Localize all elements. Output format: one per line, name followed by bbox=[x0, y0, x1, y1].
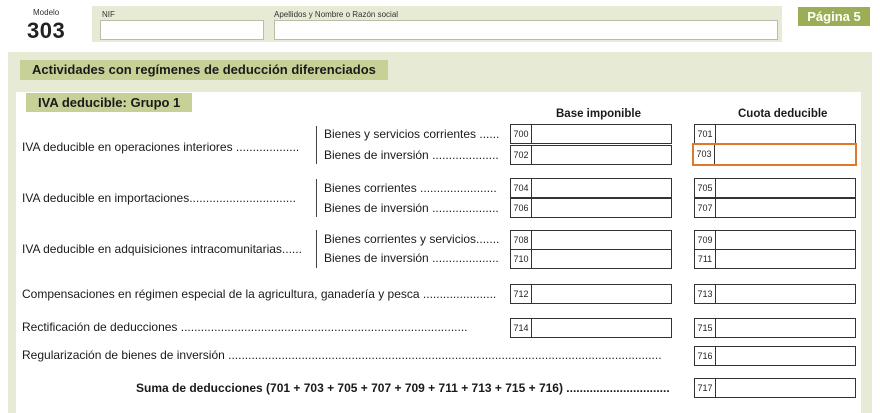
code-700: 700 bbox=[511, 125, 532, 143]
field-703[interactable] bbox=[692, 143, 857, 166]
sublabel-bienes-inversion: Bienes de inversión .................... bbox=[324, 251, 499, 265]
form-header bbox=[0, 0, 880, 50]
field-715[interactable] bbox=[694, 318, 856, 338]
code-713: 713 bbox=[695, 285, 716, 303]
nombre-label: Apellidos y Nombre o Razón social bbox=[274, 10, 399, 19]
code-704: 704 bbox=[511, 179, 532, 197]
code-706: 706 bbox=[511, 199, 532, 217]
label-compensaciones: Compensaciones en régimen especial de la agricultura, ganadería y pesca ...................... bbox=[22, 287, 497, 301]
sublabel-bienes-servicios-corrientes: Bienes y servicios corrientes ...... bbox=[324, 127, 500, 141]
brace bbox=[316, 179, 317, 217]
code-716: 716 bbox=[695, 347, 716, 365]
page-number-badge: Página 5 bbox=[798, 7, 870, 26]
brace bbox=[316, 230, 317, 268]
code-708: 708 bbox=[511, 231, 532, 249]
field-702[interactable] bbox=[510, 145, 672, 165]
code-701: 701 bbox=[695, 125, 716, 143]
nif-field[interactable] bbox=[100, 20, 264, 40]
brace bbox=[316, 126, 317, 164]
column-header-base: Base imponible bbox=[556, 108, 641, 120]
label-regularizacion: Regularización de bienes de inversión .................................................................................................................................. bbox=[22, 348, 662, 362]
sublabel-bienes-corrientes-servicios: Bienes corrientes y servicios....... bbox=[324, 232, 500, 246]
field-714[interactable] bbox=[510, 318, 672, 338]
label-rectificacion: Rectificación de deducciones ...................................................................................... bbox=[22, 320, 468, 334]
group-title: IVA deducible: Grupo 1 bbox=[26, 93, 192, 112]
label-importaciones: IVA deducible en importaciones................................ bbox=[22, 191, 296, 205]
nombre-field[interactable] bbox=[274, 20, 778, 40]
label-operaciones-interiores: IVA deducible en operaciones interiores ................... bbox=[22, 140, 300, 154]
field-700[interactable] bbox=[510, 124, 672, 144]
code-710: 710 bbox=[511, 250, 532, 268]
taxpayer-id-box bbox=[92, 6, 782, 42]
field-705[interactable] bbox=[694, 178, 856, 198]
field-707[interactable] bbox=[694, 198, 856, 218]
modelo-label: Modelo bbox=[33, 8, 60, 17]
code-715: 715 bbox=[695, 319, 716, 337]
column-header-cuota: Cuota deducible bbox=[738, 108, 828, 120]
code-703: 703 bbox=[694, 145, 715, 164]
field-716[interactable] bbox=[694, 346, 856, 366]
label-suma-deducciones: Suma de deducciones (701 + 703 + 705 + 707 + 709 + 711 + 713 + 715 + 716) ............................... bbox=[136, 381, 670, 395]
nif-label: NIF bbox=[102, 10, 115, 19]
sublabel-bienes-inversion: Bienes de inversión .................... bbox=[324, 201, 499, 215]
label-adquisiciones-intracomunitarias: IVA deducible en adquisiciones intracomunitarias...... bbox=[22, 242, 302, 256]
code-712: 712 bbox=[511, 285, 532, 303]
sublabel-bienes-corrientes: Bienes corrientes ....................... bbox=[324, 181, 497, 195]
code-709: 709 bbox=[695, 231, 716, 249]
field-717[interactable] bbox=[694, 378, 856, 398]
sublabel-bienes-inversion: Bienes de inversión .................... bbox=[324, 148, 499, 162]
code-714: 714 bbox=[511, 319, 532, 337]
field-712[interactable] bbox=[510, 284, 672, 304]
section-title: Actividades con regímenes de deducción diferenciados bbox=[20, 60, 388, 80]
code-707: 707 bbox=[695, 199, 716, 217]
field-711[interactable] bbox=[694, 249, 856, 269]
code-711: 711 bbox=[695, 250, 716, 268]
field-708[interactable] bbox=[510, 230, 672, 250]
field-706[interactable] bbox=[510, 198, 672, 218]
code-717: 717 bbox=[695, 379, 716, 397]
field-704[interactable] bbox=[510, 178, 672, 198]
code-705: 705 bbox=[695, 179, 716, 197]
modelo-number: 303 bbox=[27, 18, 66, 43]
code-702: 702 bbox=[511, 146, 532, 164]
field-710[interactable] bbox=[510, 249, 672, 269]
field-701[interactable] bbox=[694, 124, 856, 144]
field-713[interactable] bbox=[694, 284, 856, 304]
field-709[interactable] bbox=[694, 230, 856, 250]
